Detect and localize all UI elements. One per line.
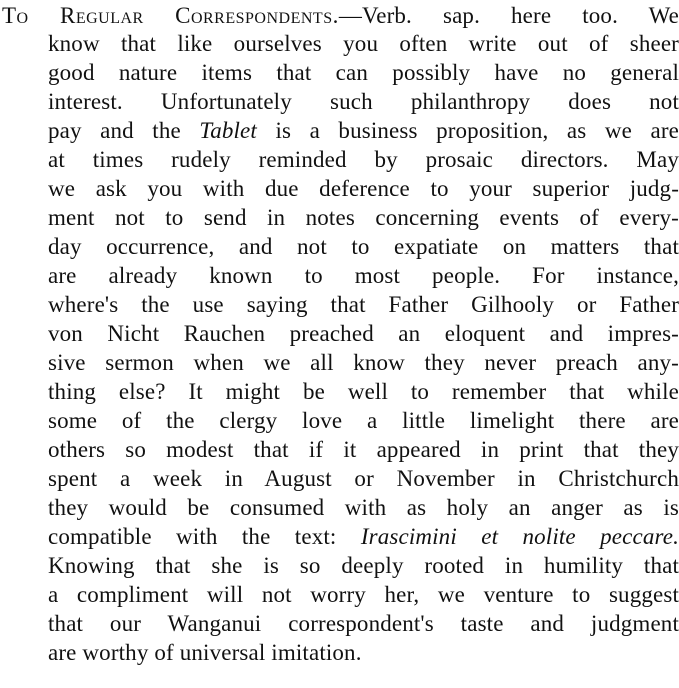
text-line: at times rudely reminded by prosaic directors. May (48, 147, 679, 172)
text-line: ment not to send in notes concerning events of every- (48, 205, 679, 230)
text-run: —Verb. sap. here too. We (338, 3, 679, 28)
text-line: they would be consumed with as holy an anger as is (48, 495, 679, 520)
text-line: know that like ourselves you often write out of sheer (48, 31, 679, 56)
text-line: that our Wanganui correspondent's taste and judgment (48, 611, 679, 636)
latin-quotation: Irascimini et nolite peccare. (360, 524, 679, 549)
text-line: day occurrence, and not to expatiate on matters that (48, 234, 679, 259)
text-line: spent a week in August or November in Christchurch (48, 466, 679, 491)
text-line (48, 117, 679, 145)
text-line: are worthy of universal imitation. (48, 640, 362, 665)
article-heading: To Regular Correspondents. (2, 3, 339, 28)
text-line: where's the use saying that Father Gilhooly or Father (48, 292, 679, 317)
text-line: a compliment will not worry her, we venture to suggest (48, 582, 679, 607)
text-line: Knowing that she is so deeply rooted in humility that (48, 553, 679, 578)
text-run: is a business proposition, as we are (275, 118, 679, 143)
text-line (48, 523, 679, 551)
text-run: compatible with the text: (48, 524, 337, 549)
text-line: are already known to most people. For instance, (48, 263, 679, 288)
text-line: others so modest that if it appeared in print that they (48, 437, 679, 462)
text-line (2, 2, 679, 30)
text-line: we ask you with due deference to your superior judg- (48, 176, 679, 201)
text-line: some of the clergy love a little limelight there are (48, 408, 679, 433)
text-line: good nature items that can possibly have no general (48, 60, 679, 85)
text-line: von Nicht Rauchen preached an eloquent and impres- (48, 321, 679, 346)
text-run: pay and the (48, 118, 181, 143)
text-line: sive sermon when we all know they never preach any- (48, 350, 679, 375)
text-line: thing else? It might be well to remember that while (48, 379, 679, 404)
text-line: interest. Unfortunately such philanthropy does not (48, 89, 679, 114)
publication-title: Tablet (199, 118, 257, 143)
